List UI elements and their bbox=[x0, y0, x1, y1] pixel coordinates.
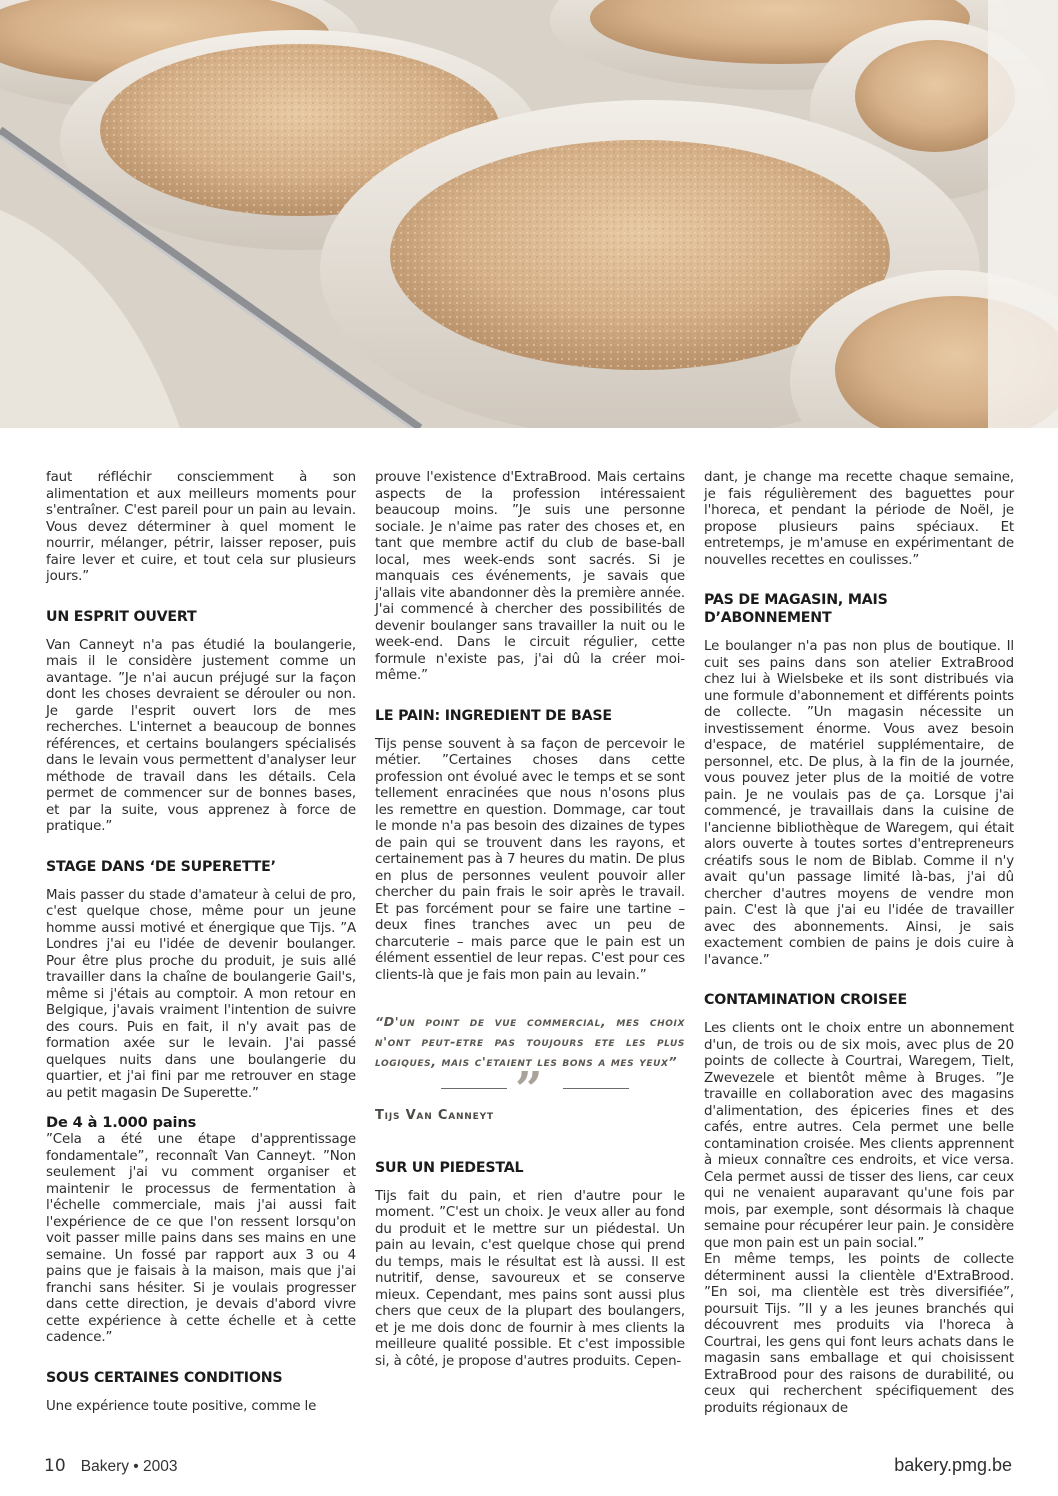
column-2 bbox=[375, 470, 685, 1370]
section-heading: LE PAIN: INGREDIENT DE BASE bbox=[375, 707, 612, 724]
section-heading: SUR UN PIEDESTAL bbox=[375, 1159, 524, 1176]
subheading: De 4 à 1.000 pains bbox=[46, 1114, 197, 1131]
quote-author: Tijs Van Canneyt bbox=[375, 1108, 494, 1123]
hero-photo bbox=[0, 0, 1058, 428]
paragraph: Van Canneyt n'a pas étudié la boulangerie, mais il le considère justement comme un avantage. ”Je n'ai aucun préjugé sur la façon dont les choses devraient se dérouler ou non. Je garde l'esprit ouvert lors de mes recherches. L'internet a beaucoup de bonnes références, et certains boulangers spécialisés dans le levain vous permettent d'analyser leur méthode de travail dans les détails. Cela permet de commencer sur de bonnes bases, et par la suite, vous apprenez à force de pratique.” bbox=[46, 637, 356, 834]
section-heading: PAS DE MAGASIN, MAIS D’ABONNEMENT bbox=[704, 592, 888, 626]
paragraph: Mais passer du stade d'amateur à celui de pro, c'est quelque chose, même pour un jeune homme aussi motivé et énergique que Tijs. ”A Londres j'ai eu l'idée de devenir boulanger. Pour être plus proche du produit, je suis allé travailler dans la chaîne de boulangerie Gail's, même si j'étais au comptoir. A mon retour en Belgique, j'avais vraiment l'intention de suivre des cours. Puis en fait, il n'y avait pas de formation axée sur le levain. J'ai passé quelques nuits dans une boulangerie du quartier, et j'ai fini par me retrouver en stage au petit magasin De Superette.” bbox=[46, 887, 356, 1101]
divider bbox=[441, 1088, 507, 1089]
bread-loaves-in-proofing-baskets-photo bbox=[0, 0, 1058, 428]
paragraph: faut réfléchir consciemment à son alimentation et aux meilleurs moments pour s'entraîner. C'est pareil pour un pain au levain. Vous devez déterminer à quel moment le nourrir, mélanger, pétrir, laisser reposer, puis faire lever et cuire, et tout cela sur plusieurs jours.” bbox=[46, 470, 356, 584]
column-3 bbox=[704, 470, 1014, 1417]
section-heading: UN ESPRIT OUVERT bbox=[46, 608, 197, 625]
page-number: 10 bbox=[44, 1456, 66, 1476]
section-heading: CONTAMINATION CROISEE bbox=[704, 992, 907, 1008]
section-heading: SOUS CERTAINES CONDITIONS bbox=[46, 1369, 283, 1386]
divider bbox=[563, 1088, 629, 1089]
page-folio bbox=[44, 1456, 178, 1476]
paragraph: Une expérience toute positive, comme le bbox=[46, 1398, 317, 1414]
paragraph: Le boulanger n'a pas non plus de boutique. Il cuit ses pains dans son atelier ExtraBrood chez lui à Wielsbeke et ils sont distribués via une formule d'abonnement et différents points de collecte. ”Un magasin nécessite un investissement énorme. Vous avez besoin d'espace, de matériel supplémentaire, de personnel, etc. De plus, à la fin de la journée, vous pouvez jeter plus de la moitié de votre pain. Je ne voulais pas de ça. Lorsque j'ai commencé, je travaillais dans la cuisine de l'ancienne bibliothèque de Waregem, qui était alors ouverte à toutes sortes d'entrepreneurs créatifs sous le nom de Biblab. Comme il n'y avait qu'un passage limité là-bas, j'ai dû chercher d'autres moyens de vendre mon pain. C'est là que j'ai eu l'idée de travailler avec des abonnements. Ainsi, je sais exactement combien de pains je dois cuire à l'avance.” bbox=[704, 639, 1014, 968]
paragraph: dant, je change ma recette chaque semaine, je fais régulièrement des baguettes pour l'horeca, et pendant la période de Noël, je propose plusieurs pains spéciaux. Et entretemps, je m'amuse en expérimentant de nouvelles recettes en coulisses.” bbox=[704, 470, 1014, 568]
section-heading: STAGE DANS ‘DE SUPERETTE’ bbox=[46, 858, 276, 875]
paragraph: prouve l'existence d'ExtraBrood. Mais certains aspects de la profession intéressaient beaucoup moins. ”Je suis une personne sociale. Je n'aime pas rater des choses et, en tant que membre actif du club de base-ball local, mes week-ends sont sacrés. Si je manquais ces événements, je savais que j'allais vite abandonner dès la première année. J'ai commencé à chercher des possibilités de devenir boulanger sans travailler la nuit ou le week-end. Dans le circuit régulier, cette formule n'existe pas, j'ai dû la créer moi-même.” bbox=[375, 470, 685, 683]
paragraph: Les clients ont le choix entre un abonnement d'un, de trois ou de six mois, avec plus de 20 points de collecte à Courtrai, Waregem, Tielt, Zwevezele et bientôt même à Bruges. ”Je travaille en collaboration avec des magasins d'alimentation, des épiceries fines et des cafés, entre autres. Cela permet une belle contamination croisée. Mes clients apprennent à mieux connaître ces endroits, et vice versa. Cela permet aussi de tisser des liens, car ceux qui ne venaient auparavant qu'une fois par mois, par exemple, sont désormais là chaque semaine pour récupérer leur pain. Je considère que mon pain est un pain social.” bbox=[704, 1021, 1014, 1251]
paragraph: Tijs fait du pain, et rien d'autre pour le moment. ”C'est un choix. Je veux aller au fond du produit et le mettre sur un piédestal. Un pain au levain, c'est quelque chose qui prend du temps, mais le résultat est là aussi. Il est nutritif, dense, savoureux et se conserve mieux. Cependant, mes pains sont aussi plus chers que ceux de la plupart des boulangers, et je me dois donc de fournir à mes clients la meilleure qualité possible. Et c'est impossible si, à côté, je propose d'autres produits. Cepen- bbox=[375, 1188, 685, 1369]
paragraph: En même temps, les points de collecte déterminent aussi la clientèle d'ExtraBrood. ”En soi, ma clientèle est très diversifiée”, poursuit Tijs. ”Il y a les jeunes branchés qui découvrent mes produits via l'horeca à Courtrai, les gens qui font leurs achats dans le magasin sans emballage et qui choisissent ExtraBrood pour des raisons de durabilité, ou ceux qui recherchent spécifiquement des produits régionaux de bbox=[704, 1252, 1014, 1416]
quote-mark-icon: ” bbox=[515, 1062, 543, 1118]
magazine-issue: Bakery • 2003 bbox=[80, 1458, 178, 1475]
pull-quote: “D'un point de vue commercial, mes choix n'ont peut-etre pas toujours ete les plus logiques, mais c'etaient les bons a mes yeux” bbox=[375, 1014, 685, 1069]
website-link[interactable]: bakery.pmg.be bbox=[894, 1455, 1012, 1475]
column-1 bbox=[46, 470, 356, 1415]
paragraph: Tijs pense souvent à sa façon de percevoir le métier. ”Certaines choses dans cette profession ont évolué avec le temps et se sont tellement enracinées que nous n'osons plus les remettre en question. Dommage, car tout le monde n'a pas besoin des dizaines de types de pain qui se trouvent dans les rayons, et certainement pas à 7 heures du matin. De plus en plus de personnes veulent pouvoir aller chercher du pain frais le soir après le travail. Et pas forcément pour se faire une tartine – deux fines tranches avec un peu de charcuterie – mais parce que le pain est un élément essentiel de leur repas. C'est pour ces clients-là que je fais mon pain au levain.” bbox=[375, 736, 685, 983]
paragraph: ”Cela a été une étape d'apprentissage fondamentale”, reconnaît Van Canneyt. ”Non seulement j'ai vu comment organiser et maintenir le processus de fermentation à l'échelle commerciale, mais j'ai aussi fait l'expérience de ce que l'on ressent lorsqu'on voit passer mille pains dans ses mains en une semaine. Un fossé par rapport aux 3 ou 4 pains que je faisais à la maison, mais que j'ai franchi sans hésiter. Si je voulais progresser dans cette direction, je devais d'abord vivre cette expérience à cette échelle et à cette cadence.” bbox=[46, 1132, 356, 1345]
